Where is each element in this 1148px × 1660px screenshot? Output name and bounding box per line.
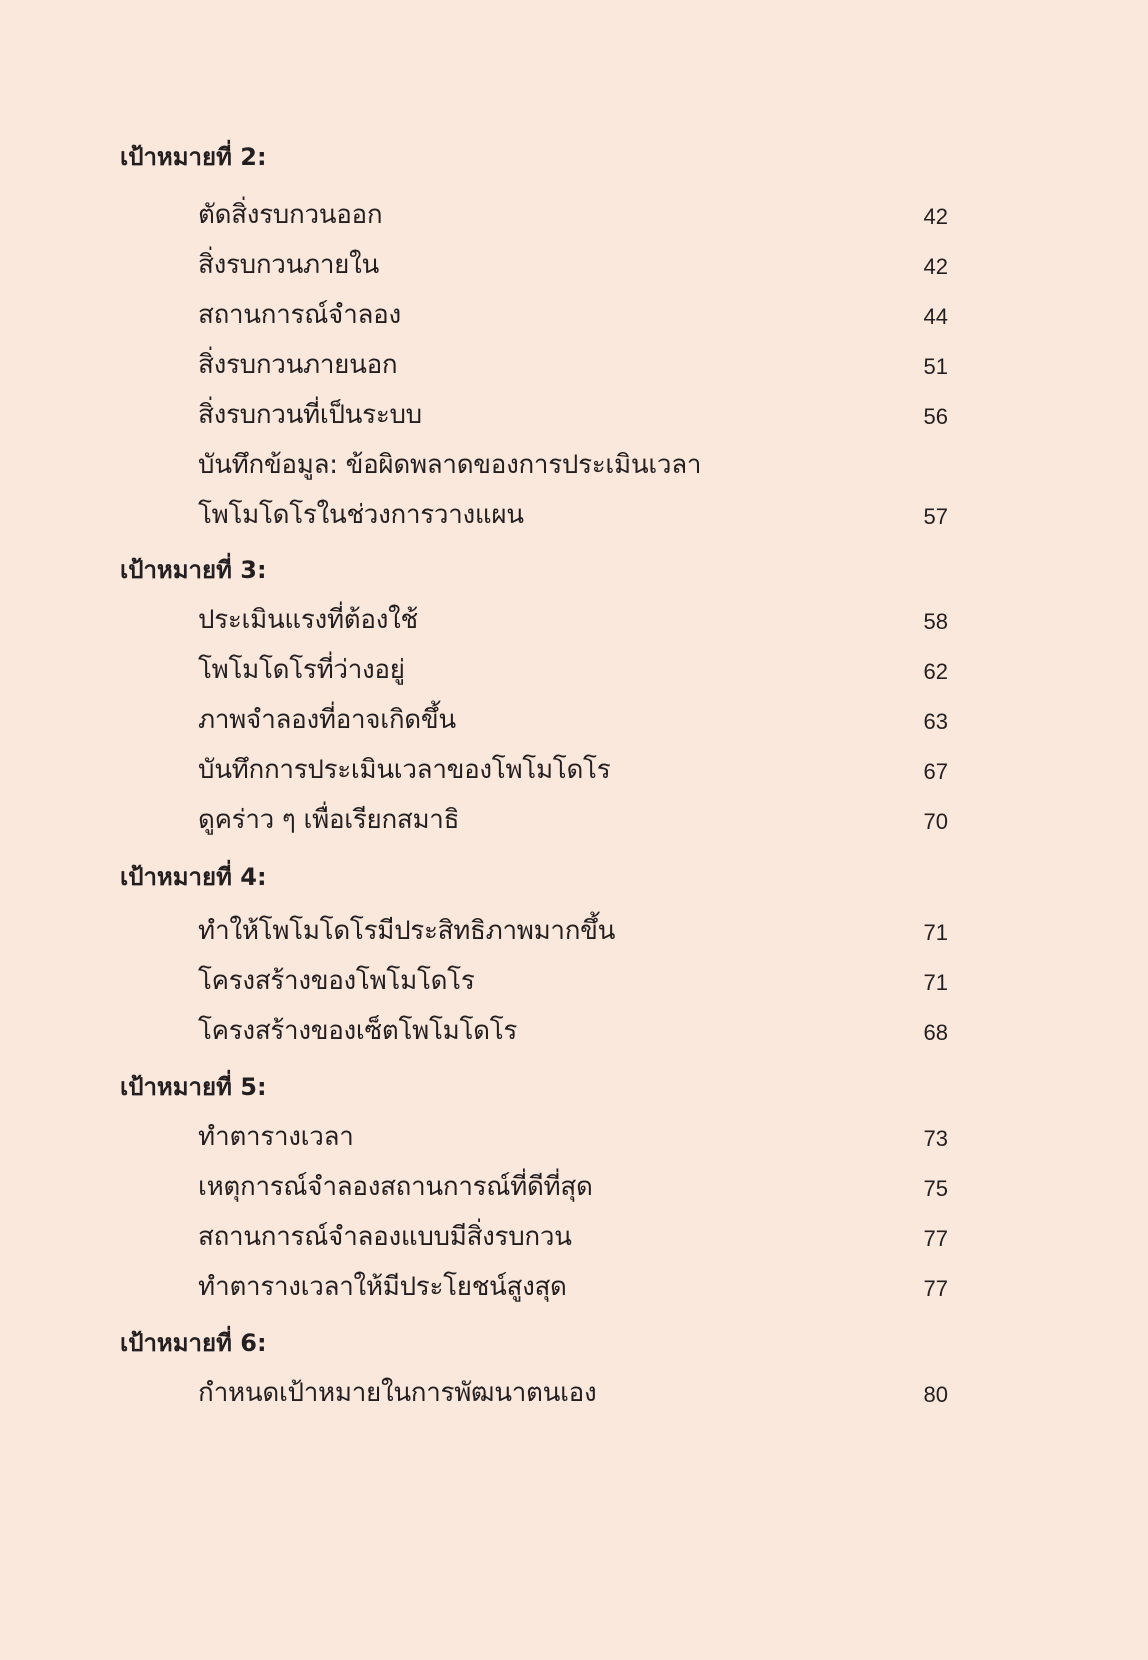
entry-page-number: 71: [923, 920, 948, 945]
entry-page-number: 51: [923, 354, 948, 379]
entry-title: ทำตารางเวลาให้มีประโยชน์สูงสุด: [198, 1272, 567, 1302]
entry-page-number: 56: [923, 404, 948, 429]
toc-entry[interactable]: [198, 1014, 948, 1048]
entry-title: โครงสร้างของโพโมโดโร: [198, 966, 475, 996]
toc-entry[interactable]: [198, 803, 948, 837]
entry-page-number: 63: [923, 709, 948, 734]
toc-entry[interactable]: [198, 964, 948, 998]
toc-entry[interactable]: [198, 1376, 948, 1410]
toc-entry[interactable]: [198, 603, 948, 637]
entry-title: บันทึกข้อมูล: ข้อผิดพลาดของการประเมินเวลา: [198, 450, 702, 480]
entry-title: เหตุการณ์จำลองสถานการณ์ที่ดีที่สุด: [198, 1172, 593, 1202]
entry-page-number: 67: [923, 759, 948, 784]
entry-title: สิ่งรบกวนภายนอก: [198, 350, 398, 380]
toc-entry[interactable]: [198, 198, 948, 232]
entry-title: สิ่งรบกวนภายใน: [198, 250, 379, 280]
toc-entry[interactable]: [198, 498, 948, 532]
section-heading: เป้าหมายที่ 4:: [120, 863, 267, 891]
toc-entry[interactable]: [198, 1220, 948, 1254]
entry-title: สถานการณ์จำลอง: [198, 300, 401, 330]
entry-page-number: 75: [923, 1176, 948, 1201]
entry-page-number: 80: [923, 1382, 948, 1407]
toc-entry[interactable]: [198, 703, 948, 737]
toc-entry[interactable]: [198, 653, 948, 687]
entry-title: โพโมโดโรที่ว่างอยู่: [198, 655, 405, 685]
entry-title: สถานการณ์จำลองแบบมีสิ่งรบกวน: [198, 1222, 572, 1252]
entry-page-number: 42: [923, 254, 948, 279]
entry-page-number: 68: [923, 1020, 948, 1045]
toc-entry[interactable]: [198, 1270, 948, 1304]
entry-title: โพโมโดโรในช่วงการวางแผน: [198, 500, 524, 530]
entry-title: ภาพจำลองที่อาจเกิดขึ้น: [198, 705, 456, 735]
entry-page-number: 58: [923, 609, 948, 634]
toc-entry[interactable]: [198, 298, 948, 332]
entry-page-number: 73: [923, 1126, 948, 1151]
entry-title: ประเมินแรงที่ต้องใช้: [198, 605, 418, 635]
toc-entry[interactable]: [198, 448, 948, 482]
toc-entry[interactable]: [198, 1120, 948, 1154]
section-heading: เป้าหมายที่ 6:: [120, 1329, 267, 1357]
entry-title: ตัดสิ่งรบกวนออก: [198, 200, 383, 230]
entry-page-number: 42: [923, 204, 948, 229]
toc-entry[interactable]: [198, 248, 948, 282]
section-heading: เป้าหมายที่ 5:: [120, 1073, 267, 1101]
entry-page-number: 71: [923, 970, 948, 995]
toc-entry[interactable]: [198, 348, 948, 382]
toc-entry[interactable]: [198, 398, 948, 432]
entry-title: ทำตารางเวลา: [198, 1122, 354, 1152]
entry-title: โครงสร้างของเซ็ตโพโมโดโร: [198, 1016, 518, 1046]
entry-title: ทำให้โพโมโดโรมีประสิทธิภาพมากขึ้น: [198, 916, 616, 946]
section-heading: เป้าหมายที่ 2:: [120, 143, 267, 171]
toc-entry[interactable]: [198, 753, 948, 787]
entry-title: บันทึกการประเมินเวลาของโพโมโดโร: [198, 755, 611, 785]
entry-page-number: 77: [923, 1276, 948, 1301]
entry-title: ดูคร่าว ๆ เพื่อเรียกสมาธิ: [198, 805, 460, 835]
entry-page-number: 77: [923, 1226, 948, 1251]
entry-page-number: 57: [923, 504, 948, 529]
entry-title: กำหนดเป้าหมายในการพัฒนาตนเอง: [198, 1378, 597, 1408]
entry-page-number: 62: [923, 659, 948, 684]
toc-entry[interactable]: [198, 1170, 948, 1204]
entry-title: สิ่งรบกวนที่เป็นระบบ: [198, 400, 422, 430]
section-heading: เป้าหมายที่ 3:: [120, 556, 267, 584]
entry-page-number: 70: [923, 809, 948, 834]
entry-page-number: 44: [923, 304, 948, 329]
toc-entry[interactable]: [198, 914, 948, 948]
